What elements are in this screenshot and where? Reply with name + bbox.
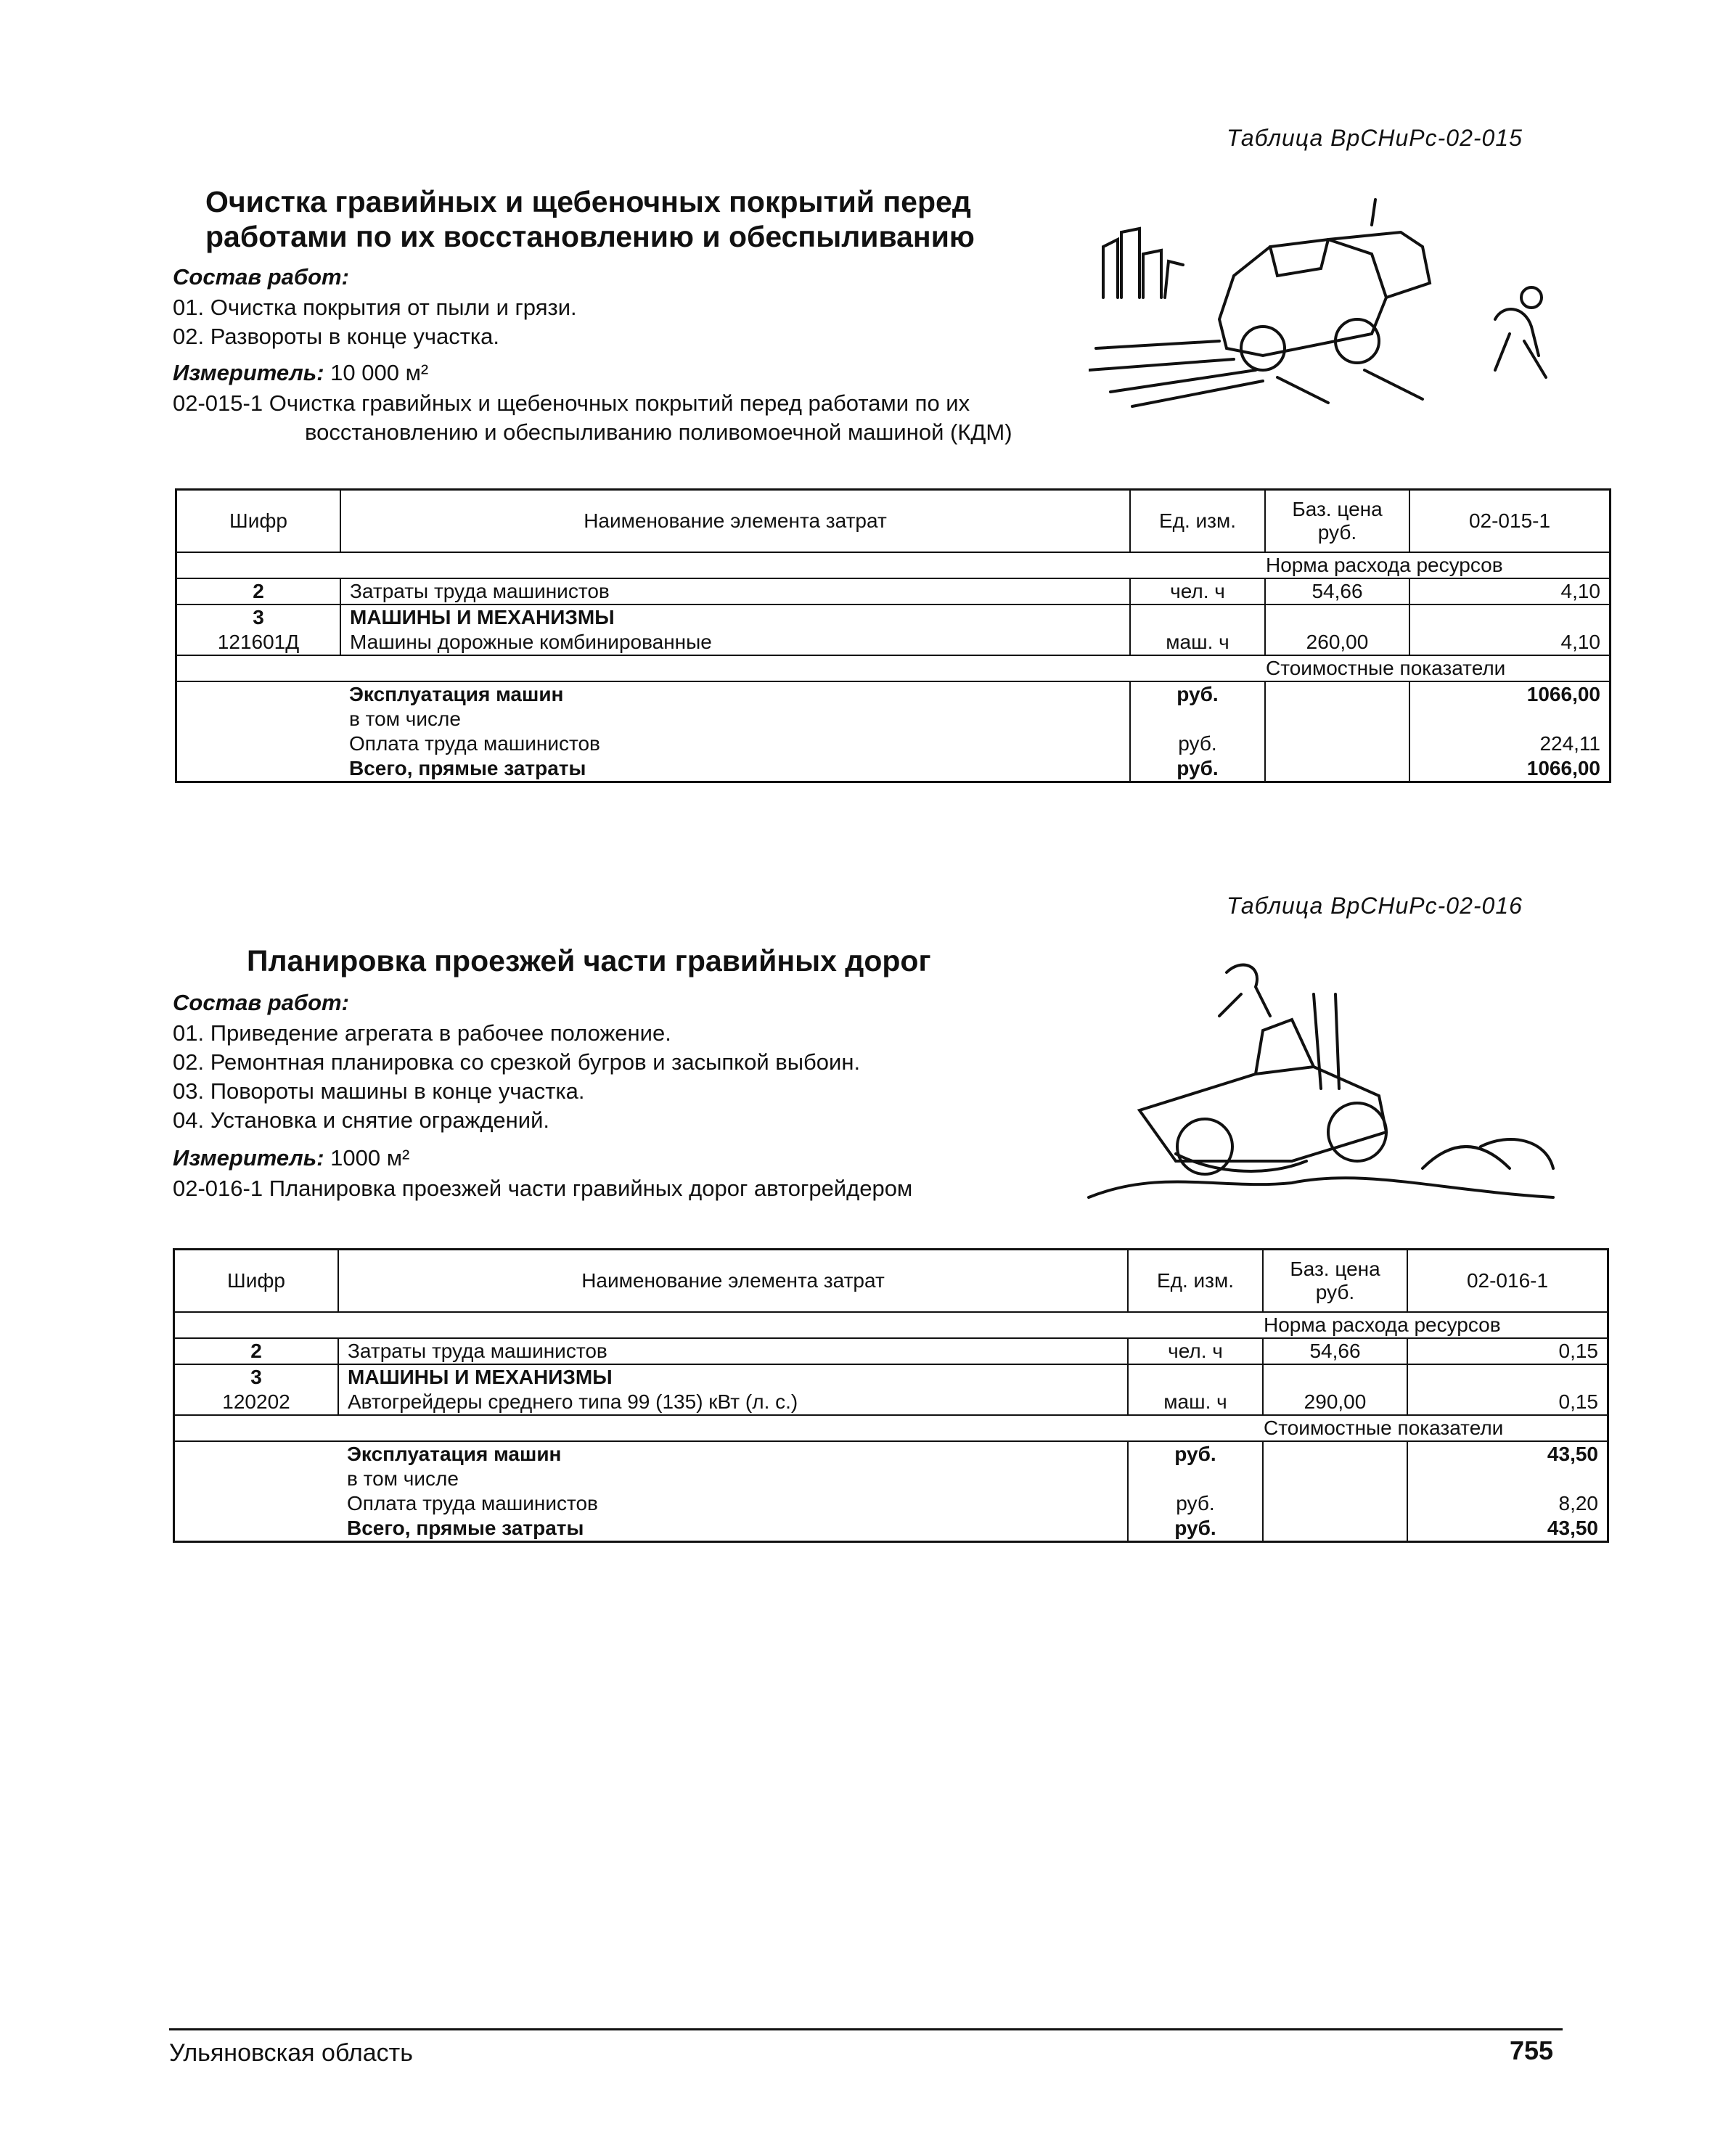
composition-label: Состав работ: <box>173 264 349 290</box>
row-name: Затраты труда машинистов <box>338 1338 1128 1364</box>
cost-value: 8,20 <box>1407 1491 1608 1516</box>
composition-label: Состав работ: <box>173 990 349 1015</box>
row-value: 0,15 <box>1407 1390 1608 1415</box>
section-title <box>247 943 931 978</box>
row-name: Машины дорожные комбинированные <box>340 630 1130 655</box>
composition-list <box>173 293 577 351</box>
row-price <box>1265 604 1409 630</box>
cost-label: Стоимостные показатели <box>174 1415 1608 1441</box>
cost-row <box>176 731 1611 756</box>
motor-grader-illustration <box>1074 951 1568 1205</box>
header-norm-code: 02-016-1 <box>1407 1250 1608 1313</box>
composition-item: 04. Установка и снятие ограждений. <box>173 1107 550 1133</box>
row-value <box>1409 604 1611 630</box>
row-price: 290,00 <box>1263 1390 1407 1415</box>
row-price: 54,66 <box>1265 578 1409 604</box>
cost-unit <box>1130 707 1265 731</box>
row-code: 3 <box>250 1366 262 1388</box>
cost-name: Всего, прямые затраты <box>347 1517 584 1539</box>
section-row <box>174 1312 1608 1338</box>
row-name: МАШИНЫ И МЕХАНИЗМЫ <box>340 604 1130 630</box>
row-price: 260,00 <box>1265 630 1409 655</box>
row-price <box>1263 1364 1407 1390</box>
row-value: 4,10 <box>1409 578 1611 604</box>
section-title-line: Планировка проезжей части гравийных дорог <box>247 944 931 977</box>
composition-item: 03. Повороты машины в конце участка. <box>173 1078 585 1104</box>
cost-row <box>176 756 1611 782</box>
meter-label: Измеритель: <box>173 1145 324 1171</box>
section-row <box>176 655 1611 681</box>
footer-divider <box>169 2028 1563 2030</box>
row-code: 3 <box>253 606 264 628</box>
cost-name: в том числе <box>349 708 461 730</box>
table-row <box>176 578 1611 604</box>
code-line <box>173 1174 912 1203</box>
row-unit: маш. ч <box>1128 1390 1263 1415</box>
row-unit <box>1128 1364 1263 1390</box>
row-code: 121601Д <box>176 630 341 655</box>
row-unit <box>1130 604 1265 630</box>
section-title-line: Очистка гравийных и щебеночных покрытий перед <box>205 185 971 218</box>
header-unit: Ед. изм. <box>1128 1250 1263 1313</box>
composition-item: 01. Очистка покрытия от пыли и грязи. <box>173 295 577 320</box>
cost-row <box>176 681 1611 707</box>
cost-unit: руб. <box>1128 1441 1263 1467</box>
cost-value: 43,50 <box>1407 1516 1608 1542</box>
cost-name: Эксплуатация машин <box>349 683 564 705</box>
code-line-text: 02-015-1 Очистка гравийных и щебеночных покрытий перед работами по их <box>173 390 970 416</box>
table-row <box>174 1390 1608 1415</box>
header-name: Наименование элемента затрат <box>340 490 1130 553</box>
meter-label: Измеритель: <box>173 360 324 385</box>
cost-value: 1066,00 <box>1409 756 1611 782</box>
table-row <box>174 1364 1608 1390</box>
cost-value <box>1409 707 1611 731</box>
meter <box>173 1144 409 1173</box>
row-value: 4,10 <box>1409 630 1611 655</box>
table-row <box>174 1338 1608 1364</box>
section-title-line: работами по их восстановлению и обеспыливанию <box>205 220 975 253</box>
table-header-row <box>176 490 1611 553</box>
cost-label: Стоимостные показатели <box>176 655 1611 681</box>
header-price: Баз. цена руб. <box>1265 490 1409 553</box>
cost-name: Оплата труда машинистов <box>349 732 600 755</box>
table-header-row <box>174 1250 1608 1313</box>
cost-unit: руб. <box>1130 756 1265 782</box>
cost-value <box>1407 1467 1608 1491</box>
header-unit: Ед. изм. <box>1130 490 1265 553</box>
meter <box>173 358 428 388</box>
header-price: Баз. цена руб. <box>1263 1250 1407 1313</box>
row-code: 2 <box>176 578 341 604</box>
row-code: 120202 <box>174 1390 339 1415</box>
cost-value: 224,11 <box>1409 731 1611 756</box>
header-name: Наименование элемента затрат <box>338 1250 1128 1313</box>
row-name: МАШИНЫ И МЕХАНИЗМЫ <box>338 1364 1128 1390</box>
cost-row <box>174 1441 1608 1467</box>
row-name: Автогрейдеры среднего типа 99 (135) кВт (л. с.) <box>338 1390 1128 1415</box>
row-unit: маш. ч <box>1130 630 1265 655</box>
cost-unit: руб. <box>1128 1516 1263 1542</box>
section-row <box>176 552 1611 578</box>
cost-table <box>173 1248 1609 1543</box>
table-label: Таблица ВрСНиРс-02-016 <box>1227 893 1523 919</box>
cost-unit: руб. <box>1130 681 1265 707</box>
header-norm-code: 02-015-1 <box>1409 490 1611 553</box>
row-price: 54,66 <box>1263 1338 1407 1364</box>
cost-row <box>174 1516 1608 1542</box>
meter-value: 1000 м² <box>330 1145 410 1171</box>
section-row <box>174 1415 1608 1441</box>
norm-label: Норма расхода ресурсов <box>174 1312 1608 1338</box>
composition-item: 02. Развороты в конце участка. <box>173 324 500 349</box>
composition-list <box>173 1019 860 1135</box>
cost-row <box>174 1467 1608 1491</box>
header-code: Шифр <box>174 1250 339 1313</box>
cost-value: 1066,00 <box>1409 681 1611 707</box>
meter-value: 10 000 м² <box>330 360 429 385</box>
code-line <box>173 389 1012 447</box>
cost-value: 43,50 <box>1407 1441 1608 1467</box>
row-code: 2 <box>174 1338 339 1364</box>
norm-label: Норма расхода ресурсов <box>176 552 1611 578</box>
cost-unit <box>1128 1467 1263 1491</box>
cost-row <box>174 1491 1608 1516</box>
section-title <box>205 184 975 254</box>
cost-name: в том числе <box>347 1467 459 1490</box>
cost-name: Оплата труда машинистов <box>347 1492 598 1514</box>
row-value: 0,15 <box>1407 1338 1608 1364</box>
cost-name: Эксплуатация машин <box>347 1443 562 1465</box>
row-unit: чел. ч <box>1130 578 1265 604</box>
composition-item: 02. Ремонтная планировка со срезкой бугров и засыпкой выбоин. <box>173 1049 861 1075</box>
table-row <box>176 630 1611 655</box>
table-label: Таблица ВрСНиРс-02-015 <box>1227 125 1523 151</box>
code-line-text: 02-016-1 Планировка проезжей части гравийных дорог автогрейдером <box>173 1176 913 1201</box>
footer-region: Ульяновская область <box>169 2039 413 2067</box>
road-cleaning-truck-illustration <box>1089 196 1568 414</box>
table-row <box>176 604 1611 630</box>
row-name: Затраты труда машинистов <box>340 578 1130 604</box>
cost-name: Всего, прямые затраты <box>349 757 586 779</box>
composition-item: 01. Приведение агрегата в рабочее положение. <box>173 1020 671 1046</box>
cost-row <box>176 707 1611 731</box>
cost-table <box>175 488 1611 783</box>
cost-unit: руб. <box>1130 731 1265 756</box>
row-value <box>1407 1364 1608 1390</box>
code-line-text: восстановлению и обеспыливанию поливомоечной машиной (КДМ) <box>305 419 1012 445</box>
cost-unit: руб. <box>1128 1491 1263 1516</box>
header-code: Шифр <box>176 490 341 553</box>
page-number: 755 <box>1510 2036 1554 2065</box>
row-unit: чел. ч <box>1128 1338 1263 1364</box>
